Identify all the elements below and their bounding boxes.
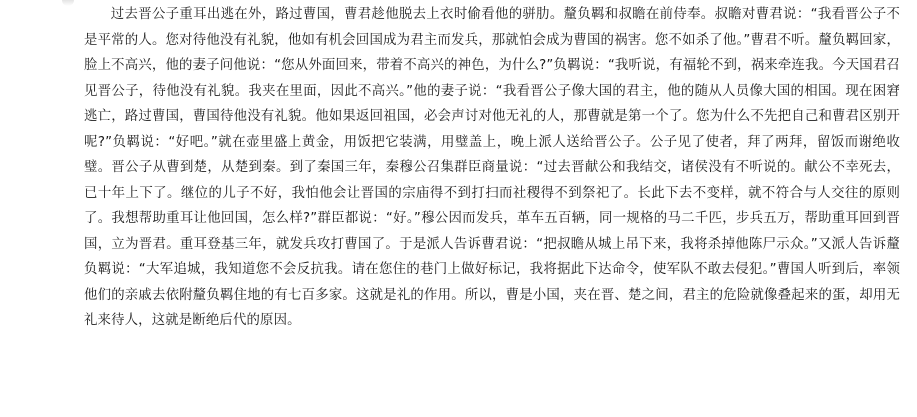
- document-body: [84, 0, 900, 334]
- scroll-shadow: [62, 0, 74, 6]
- body-paragraph: 过去晋公子重耳出逃在外，路过曹国，曹君趁他脱去上衣时偷看他的骈肋。釐负羁和叔瞻在前侍奉。叔瞻对曹君说：“我看晋公子不是平常的人。您对待他没有礼貌，他如有机会回国成为君主而发兵，那就怕会成为曹国的祸害。您不如杀了他。”曹君不听。釐负羁回家，脸上不高兴，他的妻子问他说：“您从外面回来，带着不高兴的神色，为什么?”负羁说：“我听说，有福轮不到，祸来牵连我。今天国君召见晋公子，待他没有礼貌。我夹在里面，因此不高兴。”他的妻子说：“我看晋公子像大国的君主，他的随从人员像大国的相国。现在困窘逃亡，路过曹国，曹国待他没有礼貌。他如果返回祖国，必会声讨对他无礼的人，那曹就是第一个了。您为什么不先把自己和曹君区别开呢?”负羁说：“好吧。”就在壶里盛上黄金，用饭把它装满，用璧盖上，晚上派人送给晋公子。公子见了使者，拜了两拜，留饭而谢绝收璧。晋公子从曹到楚，从楚到秦。到了秦国三年，秦穆公召集群臣商量说：“过去晋献公和我结交，诸侯没有不听说的。献公不幸死去，已十年上下了。继位的儿子不好，我怕他会让晋国的宗庙得不到打扫而社稷得不到祭祀了。长此下去不变样，就不符合与人交往的原则了。我想帮助重耳让他回国，怎么样?”群臣都说：“好。”穆公因而发兵，革车五百辆，同一规格的马二千匹，步兵五万，帮助重耳回到晋国，立为晋君。重耳登基三年，就发兵攻打曹国了。于是派人告诉曹君说：“把叔瞻从城上吊下来，我将杀掉他陈尸示众。”又派人告诉釐负羁说：“大军追城，我知道您不会反抗我。请在您住的巷门上做好标记，我将据此下达命令，使军队不敢去侵犯。”曹国人听到后，率领他们的亲戚去依附釐负羁住地的有七百多家。这就是礼的作用。所以，曹是小国，夹在晋、楚之间，君主的危险就像叠起来的蛋，却用无礼来待人，这就是断绝后代的原因。: [84, 7, 900, 328]
